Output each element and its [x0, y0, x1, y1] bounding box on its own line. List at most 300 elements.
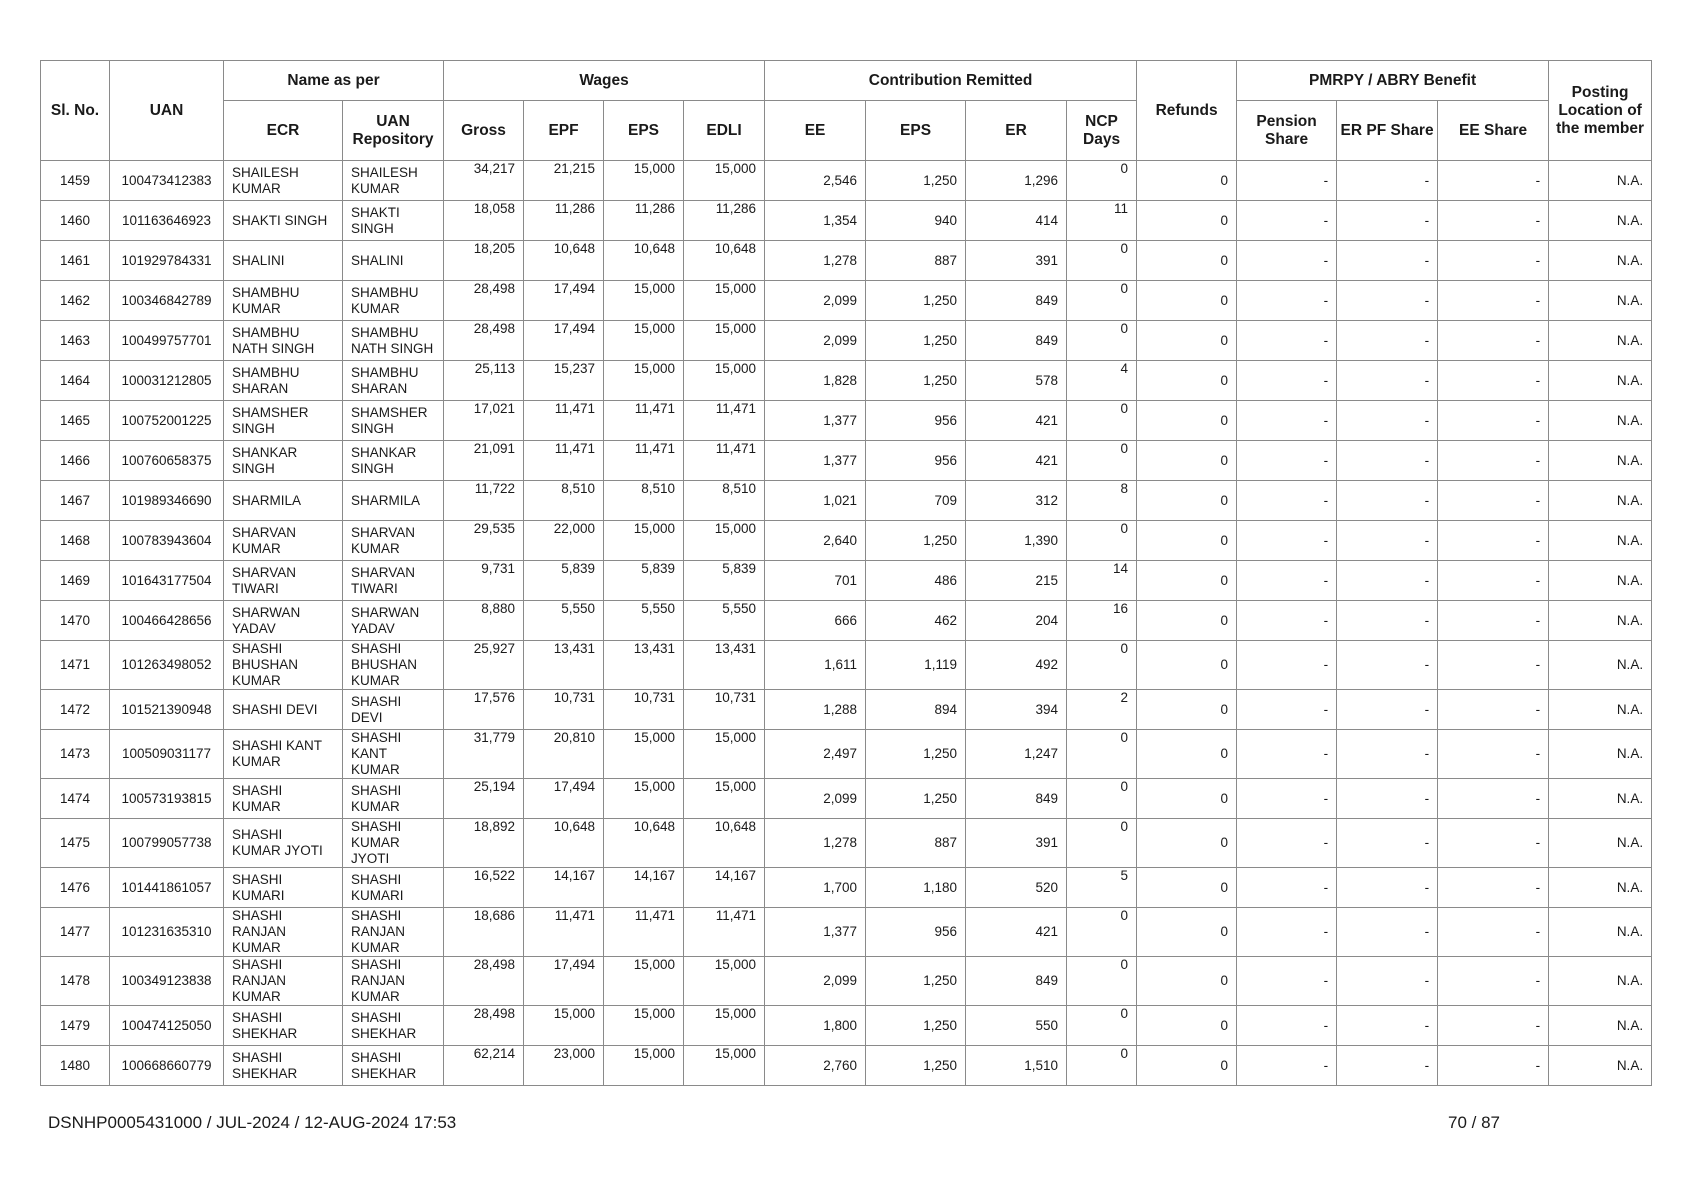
cell-epf: 10,648	[524, 241, 604, 281]
cell-pension-share: -	[1237, 1046, 1337, 1086]
cell-gross: 31,779	[444, 730, 524, 779]
cell-edli: 13,431	[684, 641, 765, 690]
cell-er-pf-share: -	[1337, 601, 1438, 641]
cell-refunds: 0	[1137, 201, 1237, 241]
cell-ncp-days: 2	[1067, 690, 1137, 730]
cell-sl-no: 1477	[41, 908, 110, 957]
cell-ecr-name: SHASHI KUMARI	[224, 868, 343, 908]
cell-eps: 10,648	[604, 819, 684, 868]
cell-contribution-eps: 1,250	[866, 521, 966, 561]
table-row	[41, 401, 1652, 441]
cell-er-pf-share: -	[1337, 641, 1438, 690]
cell-pension-share: -	[1237, 819, 1337, 868]
cell-ee-share: -	[1438, 521, 1549, 561]
cell-ee: 2,546	[765, 161, 866, 201]
cell-uan-repository-name: SHASHI RANJAN KUMAR	[343, 908, 444, 957]
table-row	[41, 161, 1652, 201]
cell-edli: 10,648	[684, 819, 765, 868]
cell-contribution-eps: 1,250	[866, 1046, 966, 1086]
cell-uan: 100473412383	[110, 161, 224, 201]
cell-edli: 11,471	[684, 401, 765, 441]
cell-sl-no: 1462	[41, 281, 110, 321]
header-epf: EPF	[524, 101, 604, 161]
cell-pension-share: -	[1237, 401, 1337, 441]
cell-sl-no: 1465	[41, 401, 110, 441]
cell-epf: 14,167	[524, 868, 604, 908]
cell-epf: 5,550	[524, 601, 604, 641]
cell-gross: 11,722	[444, 481, 524, 521]
header-er-pf-share: ER PF Share	[1337, 101, 1438, 161]
cell-edli: 5,839	[684, 561, 765, 601]
cell-ncp-days: 0	[1067, 908, 1137, 957]
cell-posting-location: N.A.	[1549, 641, 1652, 690]
cell-epf: 11,286	[524, 201, 604, 241]
cell-posting-location: N.A.	[1549, 601, 1652, 641]
cell-edli: 8,510	[684, 481, 765, 521]
ecr-contribution-table	[40, 60, 1652, 1086]
header-ee-share: EE Share	[1438, 101, 1549, 161]
cell-uan-repository-name: SHARVAN KUMAR	[343, 521, 444, 561]
cell-uan-repository-name: SHASHI RANJAN KUMAR	[343, 957, 444, 1006]
cell-sl-no: 1464	[41, 361, 110, 401]
cell-eps: 15,000	[604, 321, 684, 361]
cell-ncp-days: 0	[1067, 281, 1137, 321]
cell-er: 849	[966, 779, 1067, 819]
cell-ncp-days: 0	[1067, 779, 1137, 819]
cell-gross: 17,021	[444, 401, 524, 441]
cell-ecr-name: SHALINI	[224, 241, 343, 281]
cell-pension-share: -	[1237, 201, 1337, 241]
cell-pension-share: -	[1237, 281, 1337, 321]
cell-gross: 8,880	[444, 601, 524, 641]
cell-epf: 13,431	[524, 641, 604, 690]
cell-edli: 15,000	[684, 281, 765, 321]
table-row	[41, 201, 1652, 241]
cell-contribution-eps: 709	[866, 481, 966, 521]
cell-uan-repository-name: SHASHI SHEKHAR	[343, 1006, 444, 1046]
cell-er-pf-share: -	[1337, 561, 1438, 601]
cell-contribution-eps: 1,250	[866, 1006, 966, 1046]
cell-ee: 1,611	[765, 641, 866, 690]
cell-er-pf-share: -	[1337, 1006, 1438, 1046]
cell-contribution-eps: 1,250	[866, 321, 966, 361]
cell-ee-share: -	[1438, 161, 1549, 201]
cell-epf: 11,471	[524, 441, 604, 481]
cell-ncp-days: 11	[1067, 201, 1137, 241]
cell-gross: 28,498	[444, 957, 524, 1006]
cell-ee: 1,377	[765, 441, 866, 481]
cell-er: 1,247	[966, 730, 1067, 779]
cell-refunds: 0	[1137, 690, 1237, 730]
cell-refunds: 0	[1137, 521, 1237, 561]
cell-ncp-days: 0	[1067, 521, 1137, 561]
cell-epf: 11,471	[524, 908, 604, 957]
cell-gross: 62,214	[444, 1046, 524, 1086]
cell-ecr-name: SHASHI SHEKHAR	[224, 1006, 343, 1046]
cell-edli: 11,286	[684, 201, 765, 241]
cell-edli: 15,000	[684, 161, 765, 201]
header-uan-repository: UAN Repository	[343, 101, 444, 161]
cell-refunds: 0	[1137, 441, 1237, 481]
cell-posting-location: N.A.	[1549, 868, 1652, 908]
cell-pension-share: -	[1237, 441, 1337, 481]
cell-ncp-days: 0	[1067, 730, 1137, 779]
cell-sl-no: 1467	[41, 481, 110, 521]
cell-uan: 101989346690	[110, 481, 224, 521]
cell-sl-no: 1459	[41, 161, 110, 201]
cell-er: 421	[966, 441, 1067, 481]
cell-pension-share: -	[1237, 868, 1337, 908]
cell-er: 204	[966, 601, 1067, 641]
table-row	[41, 690, 1652, 730]
cell-ee: 1,828	[765, 361, 866, 401]
table-row	[41, 361, 1652, 401]
table-row	[41, 819, 1652, 868]
cell-er: 312	[966, 481, 1067, 521]
cell-er-pf-share: -	[1337, 779, 1438, 819]
cell-uan-repository-name: SHASHI SHEKHAR	[343, 1046, 444, 1086]
cell-edli: 15,000	[684, 321, 765, 361]
cell-ncp-days: 0	[1067, 441, 1137, 481]
cell-er-pf-share: -	[1337, 908, 1438, 957]
cell-refunds: 0	[1137, 361, 1237, 401]
cell-epf: 15,000	[524, 1006, 604, 1046]
cell-refunds: 0	[1137, 401, 1237, 441]
cell-contribution-eps: 1,119	[866, 641, 966, 690]
cell-uan-repository-name: SHAMBHU KUMAR	[343, 281, 444, 321]
cell-ecr-name: SHAILESH KUMAR	[224, 161, 343, 201]
cell-er: 391	[966, 819, 1067, 868]
cell-refunds: 0	[1137, 779, 1237, 819]
cell-ee: 2,099	[765, 281, 866, 321]
header-ee: EE	[765, 101, 866, 161]
cell-ecr-name: SHARMILA	[224, 481, 343, 521]
cell-edli: 15,000	[684, 521, 765, 561]
cell-posting-location: N.A.	[1549, 281, 1652, 321]
header-contribution-eps: EPS	[866, 101, 966, 161]
cell-ee-share: -	[1438, 819, 1549, 868]
cell-contribution-eps: 887	[866, 819, 966, 868]
cell-refunds: 0	[1137, 241, 1237, 281]
cell-edli: 10,648	[684, 241, 765, 281]
cell-er: 492	[966, 641, 1067, 690]
cell-ecr-name: SHASHI RANJAN KUMAR	[224, 908, 343, 957]
cell-edli: 15,000	[684, 1046, 765, 1086]
cell-pension-share: -	[1237, 779, 1337, 819]
cell-ee-share: -	[1438, 690, 1549, 730]
table-row	[41, 601, 1652, 641]
cell-ee-share: -	[1438, 779, 1549, 819]
cell-contribution-eps: 1,250	[866, 361, 966, 401]
cell-er-pf-share: -	[1337, 321, 1438, 361]
cell-epf: 20,810	[524, 730, 604, 779]
cell-pension-share: -	[1237, 561, 1337, 601]
cell-eps: 11,471	[604, 908, 684, 957]
table-row	[41, 908, 1652, 957]
cell-ecr-name: SHAKTI SINGH	[224, 201, 343, 241]
cell-posting-location: N.A.	[1549, 441, 1652, 481]
cell-gross: 34,217	[444, 161, 524, 201]
cell-er: 421	[966, 401, 1067, 441]
cell-posting-location: N.A.	[1549, 779, 1652, 819]
cell-pension-share: -	[1237, 641, 1337, 690]
cell-eps: 13,431	[604, 641, 684, 690]
cell-posting-location: N.A.	[1549, 481, 1652, 521]
cell-refunds: 0	[1137, 957, 1237, 1006]
cell-ee: 1,800	[765, 1006, 866, 1046]
cell-epf: 17,494	[524, 779, 604, 819]
cell-contribution-eps: 1,180	[866, 868, 966, 908]
cell-sl-no: 1478	[41, 957, 110, 1006]
cell-eps: 15,000	[604, 361, 684, 401]
footer-page-number: 70 / 87	[1448, 1113, 1500, 1132]
cell-uan: 101263498052	[110, 641, 224, 690]
cell-epf: 11,471	[524, 401, 604, 441]
cell-epf: 21,215	[524, 161, 604, 201]
cell-ee-share: -	[1438, 481, 1549, 521]
cell-epf: 10,648	[524, 819, 604, 868]
table-row	[41, 868, 1652, 908]
cell-ncp-days: 0	[1067, 819, 1137, 868]
cell-er: 421	[966, 908, 1067, 957]
cell-posting-location: N.A.	[1549, 241, 1652, 281]
header-gross: Gross	[444, 101, 524, 161]
cell-ee: 701	[765, 561, 866, 601]
cell-ee: 1,278	[765, 241, 866, 281]
table-row	[41, 779, 1652, 819]
table-row	[41, 1046, 1652, 1086]
cell-pension-share: -	[1237, 321, 1337, 361]
cell-ee: 2,099	[765, 321, 866, 361]
cell-refunds: 0	[1137, 481, 1237, 521]
cell-posting-location: N.A.	[1549, 361, 1652, 401]
cell-er: 849	[966, 321, 1067, 361]
cell-sl-no: 1470	[41, 601, 110, 641]
cell-sl-no: 1475	[41, 819, 110, 868]
cell-posting-location: N.A.	[1549, 730, 1652, 779]
header-ecr: ECR	[224, 101, 343, 161]
cell-edli: 11,471	[684, 908, 765, 957]
cell-sl-no: 1472	[41, 690, 110, 730]
cell-contribution-eps: 956	[866, 441, 966, 481]
cell-gross: 18,205	[444, 241, 524, 281]
cell-ee: 1,021	[765, 481, 866, 521]
header-uan: UAN	[110, 61, 224, 161]
cell-eps: 15,000	[604, 1006, 684, 1046]
cell-contribution-eps: 940	[866, 201, 966, 241]
cell-ee-share: -	[1438, 241, 1549, 281]
cell-uan: 101163646923	[110, 201, 224, 241]
cell-er: 849	[966, 957, 1067, 1006]
cell-uan-repository-name: SHASHI KUMARI	[343, 868, 444, 908]
cell-ecr-name: SHAMBHU KUMAR	[224, 281, 343, 321]
header-er: ER	[966, 101, 1067, 161]
cell-ecr-name: SHASHI KANT KUMAR	[224, 730, 343, 779]
cell-ee-share: -	[1438, 957, 1549, 1006]
cell-uan-repository-name: SHASHI BHUSHAN KUMAR	[343, 641, 444, 690]
cell-pension-share: -	[1237, 1006, 1337, 1046]
cell-uan-repository-name: SHAMSHER SINGH	[343, 401, 444, 441]
cell-edli: 15,000	[684, 957, 765, 1006]
cell-uan: 100760658375	[110, 441, 224, 481]
cell-ncp-days: 0	[1067, 641, 1137, 690]
cell-ncp-days: 0	[1067, 1046, 1137, 1086]
cell-pension-share: -	[1237, 361, 1337, 401]
cell-posting-location: N.A.	[1549, 1046, 1652, 1086]
cell-ee: 2,640	[765, 521, 866, 561]
cell-sl-no: 1463	[41, 321, 110, 361]
cell-uan: 100509031177	[110, 730, 224, 779]
cell-pension-share: -	[1237, 241, 1337, 281]
cell-edli: 11,471	[684, 441, 765, 481]
cell-ecr-name: SHAMBHU SHARAN	[224, 361, 343, 401]
cell-gross: 28,498	[444, 321, 524, 361]
cell-pension-share: -	[1237, 730, 1337, 779]
cell-pension-share: -	[1237, 690, 1337, 730]
cell-ee-share: -	[1438, 201, 1549, 241]
cell-uan: 101521390948	[110, 690, 224, 730]
cell-uan-repository-name: SHASHI DEVI	[343, 690, 444, 730]
cell-uan: 101441861057	[110, 868, 224, 908]
cell-refunds: 0	[1137, 1006, 1237, 1046]
cell-sl-no: 1466	[41, 441, 110, 481]
cell-er: 550	[966, 1006, 1067, 1046]
cell-epf: 15,237	[524, 361, 604, 401]
cell-eps: 15,000	[604, 957, 684, 1006]
cell-ee: 1,354	[765, 201, 866, 241]
cell-gross: 25,113	[444, 361, 524, 401]
cell-edli: 15,000	[684, 730, 765, 779]
cell-posting-location: N.A.	[1549, 201, 1652, 241]
cell-contribution-eps: 956	[866, 908, 966, 957]
cell-refunds: 0	[1137, 1046, 1237, 1086]
cell-er: 215	[966, 561, 1067, 601]
cell-uan-repository-name: SHASHI KUMAR JYOTI	[343, 819, 444, 868]
cell-ee-share: -	[1438, 601, 1549, 641]
cell-ncp-days: 14	[1067, 561, 1137, 601]
cell-epf: 10,731	[524, 690, 604, 730]
cell-ee-share: -	[1438, 561, 1549, 601]
cell-pension-share: -	[1237, 601, 1337, 641]
cell-uan: 100466428656	[110, 601, 224, 641]
cell-ecr-name: SHASHI DEVI	[224, 690, 343, 730]
cell-eps: 11,471	[604, 441, 684, 481]
cell-ncp-days: 16	[1067, 601, 1137, 641]
cell-er-pf-share: -	[1337, 1046, 1438, 1086]
cell-uan: 100799057738	[110, 819, 224, 868]
cell-contribution-eps: 1,250	[866, 730, 966, 779]
cell-uan: 100474125050	[110, 1006, 224, 1046]
cell-contribution-eps: 956	[866, 401, 966, 441]
cell-er-pf-share: -	[1337, 690, 1438, 730]
cell-epf: 22,000	[524, 521, 604, 561]
cell-ee-share: -	[1438, 361, 1549, 401]
cell-ee-share: -	[1438, 868, 1549, 908]
cell-contribution-eps: 462	[866, 601, 966, 641]
cell-ecr-name: SHAMSHER SINGH	[224, 401, 343, 441]
cell-edli: 5,550	[684, 601, 765, 641]
cell-pension-share: -	[1237, 481, 1337, 521]
cell-ncp-days: 0	[1067, 401, 1137, 441]
cell-er: 1,390	[966, 521, 1067, 561]
header-wages: Wages	[444, 61, 765, 101]
cell-er: 1,510	[966, 1046, 1067, 1086]
cell-uan: 100668660779	[110, 1046, 224, 1086]
cell-eps: 11,286	[604, 201, 684, 241]
cell-ee: 666	[765, 601, 866, 641]
cell-refunds: 0	[1137, 281, 1237, 321]
cell-refunds: 0	[1137, 868, 1237, 908]
cell-gross: 9,731	[444, 561, 524, 601]
cell-edli: 15,000	[684, 779, 765, 819]
cell-uan: 100349123838	[110, 957, 224, 1006]
cell-contribution-eps: 486	[866, 561, 966, 601]
cell-uan: 100752001225	[110, 401, 224, 441]
cell-er-pf-share: -	[1337, 441, 1438, 481]
header-eps: EPS	[604, 101, 684, 161]
cell-uan-repository-name: SHARMILA	[343, 481, 444, 521]
cell-ncp-days: 4	[1067, 361, 1137, 401]
cell-ee-share: -	[1438, 441, 1549, 481]
cell-ecr-name: SHANKAR SINGH	[224, 441, 343, 481]
cell-eps: 15,000	[604, 281, 684, 321]
cell-sl-no: 1460	[41, 201, 110, 241]
cell-gross: 25,927	[444, 641, 524, 690]
cell-posting-location: N.A.	[1549, 819, 1652, 868]
cell-pension-share: -	[1237, 957, 1337, 1006]
cell-uan: 101231635310	[110, 908, 224, 957]
cell-ee: 2,099	[765, 957, 866, 1006]
cell-eps: 8,510	[604, 481, 684, 521]
cell-eps: 15,000	[604, 1046, 684, 1086]
cell-ee: 2,099	[765, 779, 866, 819]
cell-er-pf-share: -	[1337, 521, 1438, 561]
cell-er-pf-share: -	[1337, 161, 1438, 201]
cell-sl-no: 1469	[41, 561, 110, 601]
header-pension-share: Pension Share	[1237, 101, 1337, 161]
cell-contribution-eps: 1,250	[866, 281, 966, 321]
cell-ee: 1,377	[765, 908, 866, 957]
cell-ee: 2,760	[765, 1046, 866, 1086]
cell-ee-share: -	[1438, 730, 1549, 779]
cell-epf: 17,494	[524, 957, 604, 1006]
cell-refunds: 0	[1137, 601, 1237, 641]
cell-ncp-days: 0	[1067, 241, 1137, 281]
cell-er: 578	[966, 361, 1067, 401]
cell-eps: 11,471	[604, 401, 684, 441]
cell-posting-location: N.A.	[1549, 401, 1652, 441]
cell-er: 849	[966, 281, 1067, 321]
cell-ee-share: -	[1438, 1006, 1549, 1046]
cell-ncp-days: 0	[1067, 957, 1137, 1006]
cell-ee: 1,377	[765, 401, 866, 441]
cell-contribution-eps: 894	[866, 690, 966, 730]
cell-refunds: 0	[1137, 819, 1237, 868]
cell-ee-share: -	[1438, 321, 1549, 361]
cell-eps: 15,000	[604, 730, 684, 779]
cell-eps: 15,000	[604, 161, 684, 201]
cell-contribution-eps: 887	[866, 241, 966, 281]
cell-uan: 100573193815	[110, 779, 224, 819]
cell-sl-no: 1468	[41, 521, 110, 561]
cell-er: 391	[966, 241, 1067, 281]
cell-ncp-days: 5	[1067, 868, 1137, 908]
table-row	[41, 441, 1652, 481]
cell-eps: 10,731	[604, 690, 684, 730]
cell-eps: 15,000	[604, 779, 684, 819]
cell-posting-location: N.A.	[1549, 161, 1652, 201]
cell-edli: 10,731	[684, 690, 765, 730]
